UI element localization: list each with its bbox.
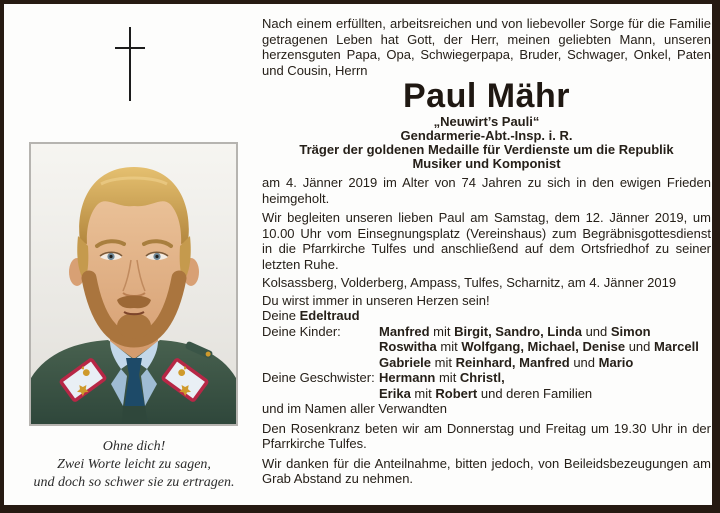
family-line: Gabriele mit Reinhard, Manfred und Mario xyxy=(379,354,634,370)
family-line: Erika mit Robert und deren Familien xyxy=(379,385,593,401)
deceased-name: Paul Mähr xyxy=(403,77,570,115)
family-line: Hermann mit Christl, xyxy=(379,370,505,385)
epitaph-line: Zwei Worte leicht zu sagen, xyxy=(57,457,211,472)
obituary-text-column xyxy=(262,16,711,487)
epitaph-line: und doch so schwer sie zu ertragen. xyxy=(33,475,235,490)
heart-line: Du wirst immer in unseren Herzen sein! xyxy=(262,292,490,308)
family-lines-siblings xyxy=(379,370,711,401)
relatives-line: und im Namen aller Verwandten xyxy=(262,401,447,416)
places-date-line: Kolsassberg, Volderberg, Ampass, Tulfes, Scharnitz, am 4. Jänner 2019 xyxy=(262,275,677,290)
family-label-siblings: Deine Geschwister: xyxy=(262,370,375,385)
thanks-note: Wir danken für die Anteilnahme, bitten jedoch, von Beileidsbezeugungen am Grab Abstand zu nehmen. xyxy=(262,455,711,486)
cross-icon xyxy=(114,25,146,108)
family-label-children: Deine Kinder: xyxy=(262,323,341,339)
nickname: „Neuwirt’s Pauli“ xyxy=(433,114,540,129)
epitaph-line: Ohne dich! xyxy=(102,439,166,454)
title-line-musician: Musiker und Komponist xyxy=(412,156,561,171)
family-lines-children xyxy=(379,324,711,371)
title-line-rank: Gendarmerie-Abt.-Insp. i. R. xyxy=(400,128,573,143)
death-notice: am 4. Jänner 2019 im Alter von 74 Jahren zu sich in den ewigen Frieden heimgeholt. xyxy=(262,175,711,206)
portrait-photo xyxy=(29,142,238,426)
epitaph-verse xyxy=(10,438,258,492)
rosary-info: Den Rosenkranz beten wir am Donnerstag und Freitag um 19.30 Uhr in der Pfarrkirche Tulfes. xyxy=(262,420,711,451)
funeral-info: Wir begleiten unseren lieben Paul am Samstag, dem 12. Jänner 2019, um 10.00 Uhr vom Einsegnungsplatz (Vereinshaus) zum Begräbnisgottesdienst in die Pfarrkirche Tulfes und anschließend auf dem Ortsfriedhof zu seiner letzten Ruhe. xyxy=(262,210,711,272)
family-list xyxy=(262,324,711,402)
family-line: Roswitha mit Wolfgang, Michael, Denise und Marcell xyxy=(379,339,699,354)
intro-paragraph: Nach einem erfüllten, arbeitsreichen und von liebevoller Sorge für die Familie getragenen Leben hat Gott, der Herr, meinen geliebten Mann, unseren herzensguten Papa, Opa, Schwiegerpapa, Bruder, Schwager, Onkel, Paten und Cousin, Herrn xyxy=(262,16,711,78)
family-line: Manfred mit Birgit, Sandro, Linda und Simon xyxy=(379,323,651,339)
title-line-medal: Träger der goldenen Medaille für Verdienste um die Republik xyxy=(299,142,674,157)
wife-line: Deine Edeltraud xyxy=(262,308,360,323)
